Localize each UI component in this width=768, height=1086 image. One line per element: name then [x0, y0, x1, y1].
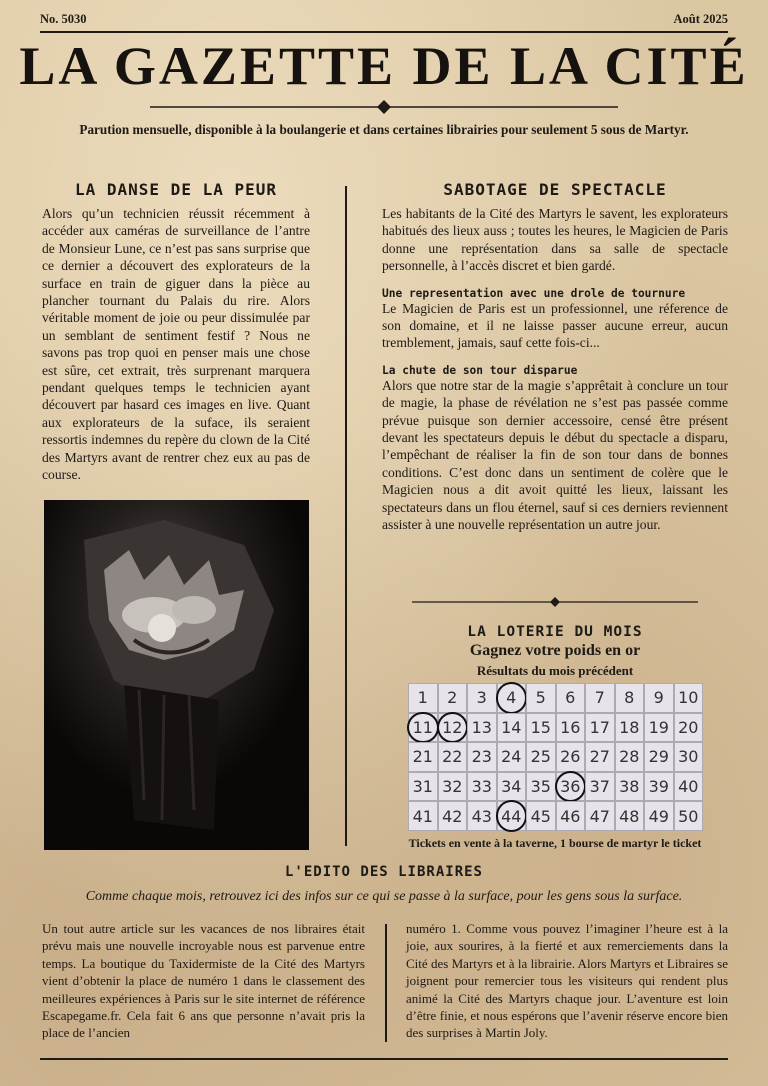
lottery-cell: 24 [497, 742, 527, 772]
edito-column-left [42, 920, 365, 1042]
lottery-cell: 42 [438, 801, 468, 831]
lottery-cell: 16 [556, 713, 586, 743]
lottery-number-grid [408, 683, 703, 831]
issue-number: No. 5030 [40, 12, 87, 26]
lottery-cell: 43 [467, 801, 497, 831]
lottery-tickets-note: Tickets en vente à la taverne, 1 bourse de martyr le ticket [408, 836, 702, 850]
lottery-cell: 38 [615, 772, 645, 802]
lottery-results-label: Résultats du mois précédent [476, 663, 634, 678]
clown-figure-photo [44, 500, 309, 850]
lottery-cell: 49 [644, 801, 674, 831]
article-heading: SABOTAGE DE SPECTACLE [443, 180, 667, 199]
issue-date: Août 2025 [673, 12, 728, 26]
edito-heading: L'EDITO DES LIBRAIRES [284, 864, 483, 880]
lottery-cell: 34 [497, 772, 527, 802]
lottery-cell: 35 [526, 772, 556, 802]
lottery-cell: 22 [438, 742, 468, 772]
edito-text: numéro 1. Comme vous pouvez l’imaginer l’heure est à la joie, aux sourires, à la fierté et aux remerciements dans la Cité des Martyrs et à la librairie. Alors Martyrs et Libraires se joignent pour remercier tous les visiteurs qui rendent plus animé la Cité des Martyrs chaque jour. L’aventure est loin d’être finie, et nous espérons que l’avenir réserve encore bien des surprises à Martin Joly. [406, 921, 728, 1041]
lottery-cell: 50 [674, 801, 704, 831]
article-paragraph: Le Magicien de Paris est un professionnel, une réference de son domaine, et il ne laisse passer aucune erreur, aucun tremblement, jamais, sauf cette fois-ci... [382, 300, 728, 351]
lottery-cell: 27 [585, 742, 615, 772]
lottery-cell: 40 [674, 772, 704, 802]
lottery-cell: 11 [408, 713, 438, 743]
lottery-cell: 33 [467, 772, 497, 802]
lottery-cell: 15 [526, 713, 556, 743]
lottery-cell: 4 [497, 683, 527, 713]
clown-photo-illustration [44, 500, 309, 850]
article-heading: LA DANSE DE LA PEUR [74, 180, 278, 199]
article-paragraph: Alors que notre star de la magie s’apprêtait à conclure un tour de magie, la phase de révélation ne s’est pas passée comme prévue puisque son dernier accessoire, censé être présent devant les spectateurs depuis le début du spectacle a disparu, l’empêchant de réaliser la fin de son tour dans de bonnes conditions. C’est donc dans un sentiment de colère que le Magicien nous a dit avoit quitté les lieux, laissant les spectateurs dans un flou éternel, sauf si ces derniers reviennent assister à une nouvelle représentation un autre jour. [382, 377, 728, 533]
lottery-cell: 21 [408, 742, 438, 772]
lottery-cell: 44 [497, 801, 527, 831]
article-intro: Les habitants de la Cité des Martyrs le savent, les explorateurs habitués des lieux auss ; toutes les heures, le Magicien de Paris donne une représentation dans sa salle de spectacle personnelle, à l’accès discret et bien gardé. [382, 206, 728, 274]
lottery-cell: 41 [408, 801, 438, 831]
newspaper-subtitle: Parution mensuelle, disponible à la boulangerie et dans certaines librairies pour seulement 5 sous de Martyr. [79, 122, 689, 137]
lottery-cell: 37 [585, 772, 615, 802]
lottery-cell: 31 [408, 772, 438, 802]
article-subheading: Une representation avec une drole de tournure [382, 286, 686, 300]
lottery-cell: 39 [644, 772, 674, 802]
lottery-cell: 5 [526, 683, 556, 713]
lottery-cell: 14 [497, 713, 527, 743]
lottery-cell: 45 [526, 801, 556, 831]
lottery-cell: 26 [556, 742, 586, 772]
column-divider [345, 186, 347, 846]
lottery-cell: 1 [408, 683, 438, 713]
lottery-cell: 48 [615, 801, 645, 831]
lottery-cell: 8 [615, 683, 645, 713]
top-rule [40, 31, 728, 33]
lottery-cell: 20 [674, 713, 704, 743]
lottery-cell: 18 [615, 713, 645, 743]
lottery-cell: 47 [585, 801, 615, 831]
article-body: Alors qu’un technicien réussit récemment à accéder aux caméras de surveillance de l’antre de Monsieur Lune, ce n’est pas sans surprise que ce dernier a découvert des explorateurs de la surface en train de giguer dans la pièce au plancher tournant du Palais du rire. Alors véritable moment de joie ou peur dissimulée par un semblant de sentiment festif ? Nous ne savons pas trop quoi en penser mais une chose est sûre, cet extrait, très surprenant marquera pendant quelques temps le technicien ayant découvert par hasard ces images en live. Quant aux explorateurs de la suface, ils seraient ressortis indemnes du repère du clown de la Cité des Martyrs avant de rentrer chez eux au pas de course. [42, 206, 310, 483]
edito-column-right [406, 920, 728, 1042]
article-subheading: La chute de son tour disparue [382, 363, 578, 377]
lottery-ornament-divider [412, 594, 698, 610]
lottery-cell: 6 [556, 683, 586, 713]
lottery-cell: 13 [467, 713, 497, 743]
lottery-cell: 23 [467, 742, 497, 772]
article-sabotage-de-spectacle [382, 180, 728, 534]
lottery-cell: 7 [585, 683, 615, 713]
lottery-cell: 12 [438, 713, 468, 743]
lottery-cell: 17 [585, 713, 615, 743]
lottery-cell: 19 [644, 713, 674, 743]
lottery-cell: 36 [556, 772, 586, 802]
lottery-cell: 28 [615, 742, 645, 772]
lottery-cell: 25 [526, 742, 556, 772]
lottery-cell: 10 [674, 683, 704, 713]
title-ornament-divider [150, 99, 618, 115]
lottery-cell: 29 [644, 742, 674, 772]
lottery-cell: 46 [556, 801, 586, 831]
lottery-cell: 30 [674, 742, 704, 772]
lottery-cell: 32 [438, 772, 468, 802]
bottom-rule [40, 1058, 728, 1060]
edito-text: Un tout autre article sur les vacances de nos libraires était prévu mais une nouvelle incroyable nous est parvenue entre temps. La boutique du Taxidermiste de la Cité des Martyrs vient d’obtenir la place de numéro 1 dans le classement des meilleures expériences à Paris sur le site internet de référence Escapegame.fr. Cela fait 6 ans que personne n’avait pris la place de l’ancien [42, 921, 365, 1041]
lottery-cell: 9 [644, 683, 674, 713]
lottery-cell: 3 [467, 683, 497, 713]
article-danse-de-la-peur [42, 180, 310, 484]
edito-intro: Comme chaque mois, retrouvez ici des infos sur ce qui se passe à la surface, pour les gens sous la surface. [85, 889, 683, 904]
lottery-cell: 2 [438, 683, 468, 713]
lottery-title: LA LOTERIE DU MOIS [467, 624, 643, 640]
edito-column-divider [385, 924, 387, 1042]
lottery-subtitle: Gagnez votre poids en or [469, 642, 641, 659]
newspaper-title: LA GAZETTE DE LA CITÉ [19, 36, 749, 96]
